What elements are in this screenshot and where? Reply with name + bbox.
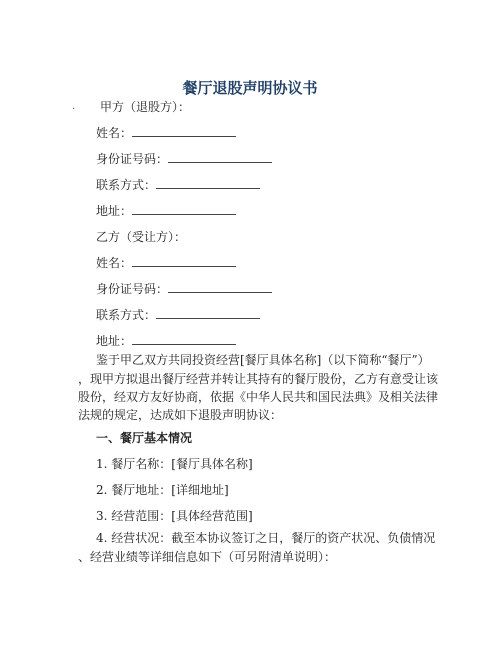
party-b-name-row [96, 255, 236, 271]
party-b-address-label: 地址： [96, 334, 133, 348]
party-a-id-row [96, 151, 272, 167]
section-1-item-3: 3. 经营范围：[具体经营范围] [96, 509, 253, 523]
party-b-id-blank[interactable] [168, 281, 272, 293]
section-1-heading: 一、餐厅基本情况 [96, 431, 193, 445]
party-a-address-row [96, 203, 236, 219]
section-1-item-2: 2. 餐厅地址：[详细地址] [96, 483, 229, 497]
party-a-contact-row [96, 177, 260, 193]
section-1-item-1: 1. 餐厅名称：[餐厅具体名称] [96, 457, 253, 471]
party-b-contact-label: 联系方式： [96, 308, 157, 322]
intro-line-4: 法规的规定，达成如下退股声明协议： [78, 408, 283, 422]
section-1-item-4-line-1: 4. 经营状况：截至本协议签订之日，餐厅的资产状况、负债情况 [96, 531, 436, 545]
party-b-id-row [96, 281, 272, 297]
party-a-id-blank[interactable] [168, 151, 272, 163]
party-a-heading: 甲方（退股方）： [100, 100, 191, 114]
party-b-contact-row [96, 307, 260, 323]
document-title: 餐厅退股声明协议书 [182, 79, 318, 97]
party-b-name-label: 姓名： [96, 256, 133, 270]
party-a-id-label: 身份证号码： [96, 152, 169, 166]
party-a-contact-label: 联系方式： [96, 178, 157, 192]
party-a-name-blank[interactable] [132, 125, 236, 137]
party-a-contact-blank[interactable] [156, 177, 260, 189]
party-a-address-label: 地址： [96, 204, 133, 218]
section-1-item-4-line-2: 、经营业绩等详细信息如下（可另附清单说明）： [78, 550, 337, 564]
bullet-marker: · [72, 104, 76, 115]
party-a-name-label: 姓名： [96, 126, 133, 140]
party-b-id-label: 身份证号码： [96, 282, 169, 296]
party-a-address-blank[interactable] [132, 203, 236, 215]
party-a-name-row [96, 125, 236, 141]
party-b-heading: 乙方（受让方）： [96, 230, 187, 244]
party-b-contact-blank[interactable] [156, 307, 260, 319]
intro-line-3: 股份，经双方友好协商，依据《中华人民共和国民法典》及相关法律 [78, 390, 439, 404]
party-b-address-blank[interactable] [132, 333, 236, 345]
intro-line-1: 鉴于甲乙双方共同投资经营[餐厅具体名称]（以下简称“餐厅”） [96, 353, 430, 367]
party-b-name-blank[interactable] [132, 255, 236, 267]
intro-line-2: ，现甲方拟退出餐厅经营并转让其持有的餐厅股份，乙方有意受让该 [78, 372, 439, 386]
party-b-address-row [96, 333, 236, 349]
